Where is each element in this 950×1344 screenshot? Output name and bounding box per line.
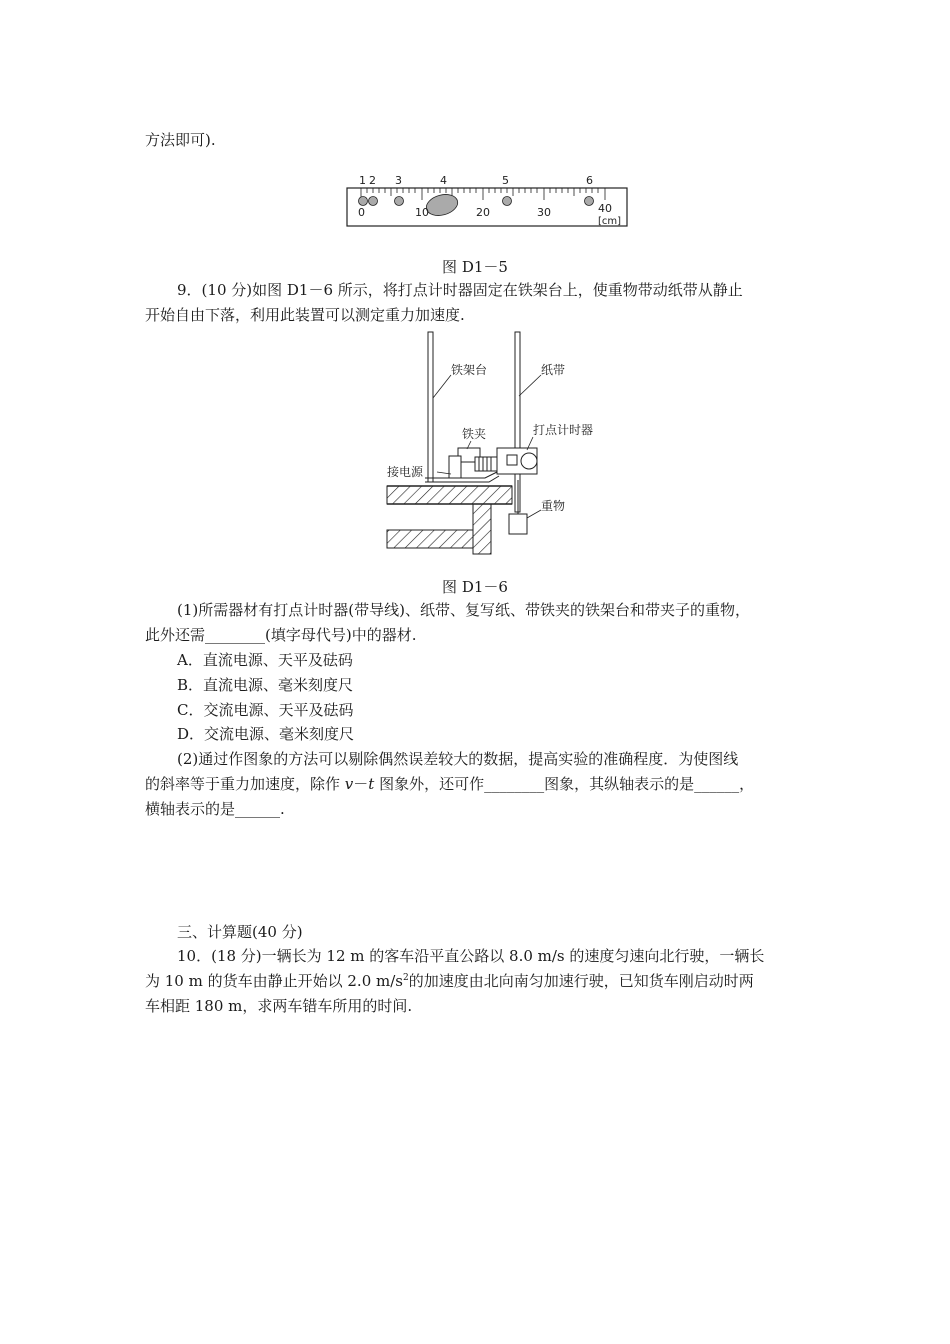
tape-dot-3 bbox=[395, 197, 404, 206]
dot-label: 5 bbox=[502, 174, 509, 187]
scale-label: 30 bbox=[537, 206, 551, 219]
table-leg bbox=[473, 504, 491, 554]
section-heading: 三、计算题(40 分) bbox=[177, 923, 303, 941]
label-clamp: 铁夹 bbox=[462, 427, 487, 441]
tape-dot-1 bbox=[359, 197, 368, 206]
weight bbox=[509, 514, 527, 534]
scale-label: 20 bbox=[476, 206, 490, 219]
label-stand: 铁架台 bbox=[451, 363, 488, 377]
text-line: 10．(18 分)一辆长为 12 m 的客车沿平直公路以 8.0 m/s 的速度匀速向北行驶，一辆长 bbox=[177, 947, 765, 965]
apparatus-figure bbox=[385, 330, 620, 558]
tape-dot-6 bbox=[585, 197, 594, 206]
text-line: 的斜率等于重力加速度，除作 v－t 图象外，还可作________图象，其纵轴表示的是______， bbox=[145, 775, 755, 793]
label-power: 接电源 bbox=[387, 465, 424, 479]
option-a: A．直流电源、天平及砝码 bbox=[177, 651, 353, 669]
text-line: 车相距 180 m，求两车错车所用的时间. bbox=[145, 997, 413, 1015]
text-line: 方法即可). bbox=[145, 131, 216, 149]
option-c: C．交流电源、天平及砝码 bbox=[177, 701, 354, 719]
dot-label: 6 bbox=[586, 174, 593, 187]
label-weight: 重物 bbox=[541, 499, 566, 513]
label-timer: 打点计时器 bbox=[533, 423, 594, 437]
dot-label: 1 bbox=[359, 174, 366, 187]
text-line: 为 10 m 的货车由静止开始以 2.0 $m/s^2$的加速度由北向南匀加速行驶，已知货车刚启动时两 bbox=[145, 972, 754, 990]
figure-caption: 图 D1－5 bbox=[442, 258, 508, 276]
dot-label: 3 bbox=[395, 174, 402, 187]
stand-rod bbox=[428, 332, 433, 482]
option-b: B．直流电源、毫米刻度尺 bbox=[177, 676, 354, 694]
text-line: 开始自由下落，利用此装置可以测定重力加速度. bbox=[145, 306, 465, 324]
option-d: D．交流电源、毫米刻度尺 bbox=[177, 725, 355, 743]
tape-dot-5 bbox=[503, 197, 512, 206]
timer-wheel bbox=[521, 453, 537, 469]
scale-label: 40 bbox=[598, 202, 612, 215]
ink-blot bbox=[424, 191, 460, 219]
tape-dot-2 bbox=[369, 197, 378, 206]
figure-caption: 图 D1－6 bbox=[442, 578, 508, 596]
scale-label: 10 bbox=[415, 206, 429, 219]
dot-label: 4 bbox=[440, 174, 447, 187]
text-line: 9．(10 分)如图 D1－6 所示，将打点计时器固定在铁架台上，使重物带动纸带从静止 bbox=[177, 281, 743, 299]
text-line: (2)通过作图象的方法可以剔除偶然误差较大的数据，提高实验的准确程度．为使图线 bbox=[177, 750, 739, 768]
text-line: 横轴表示的是______. bbox=[145, 800, 285, 818]
text-line: (1)所需器材有打点计时器(带导线)、纸带、复写纸、带铁夹的铁架台和带夹子的重物， bbox=[177, 601, 750, 619]
stand-base bbox=[387, 530, 473, 548]
ruler-tape-figure bbox=[345, 170, 630, 232]
text-line: 此外还需________(填字母代号)中的器材. bbox=[145, 626, 417, 644]
unit-label: [cm] bbox=[598, 216, 622, 227]
label-tape: 纸带 bbox=[541, 363, 566, 377]
scale-label: 0 bbox=[358, 206, 365, 219]
dot-label: 2 bbox=[369, 174, 376, 187]
table-top bbox=[387, 486, 512, 504]
